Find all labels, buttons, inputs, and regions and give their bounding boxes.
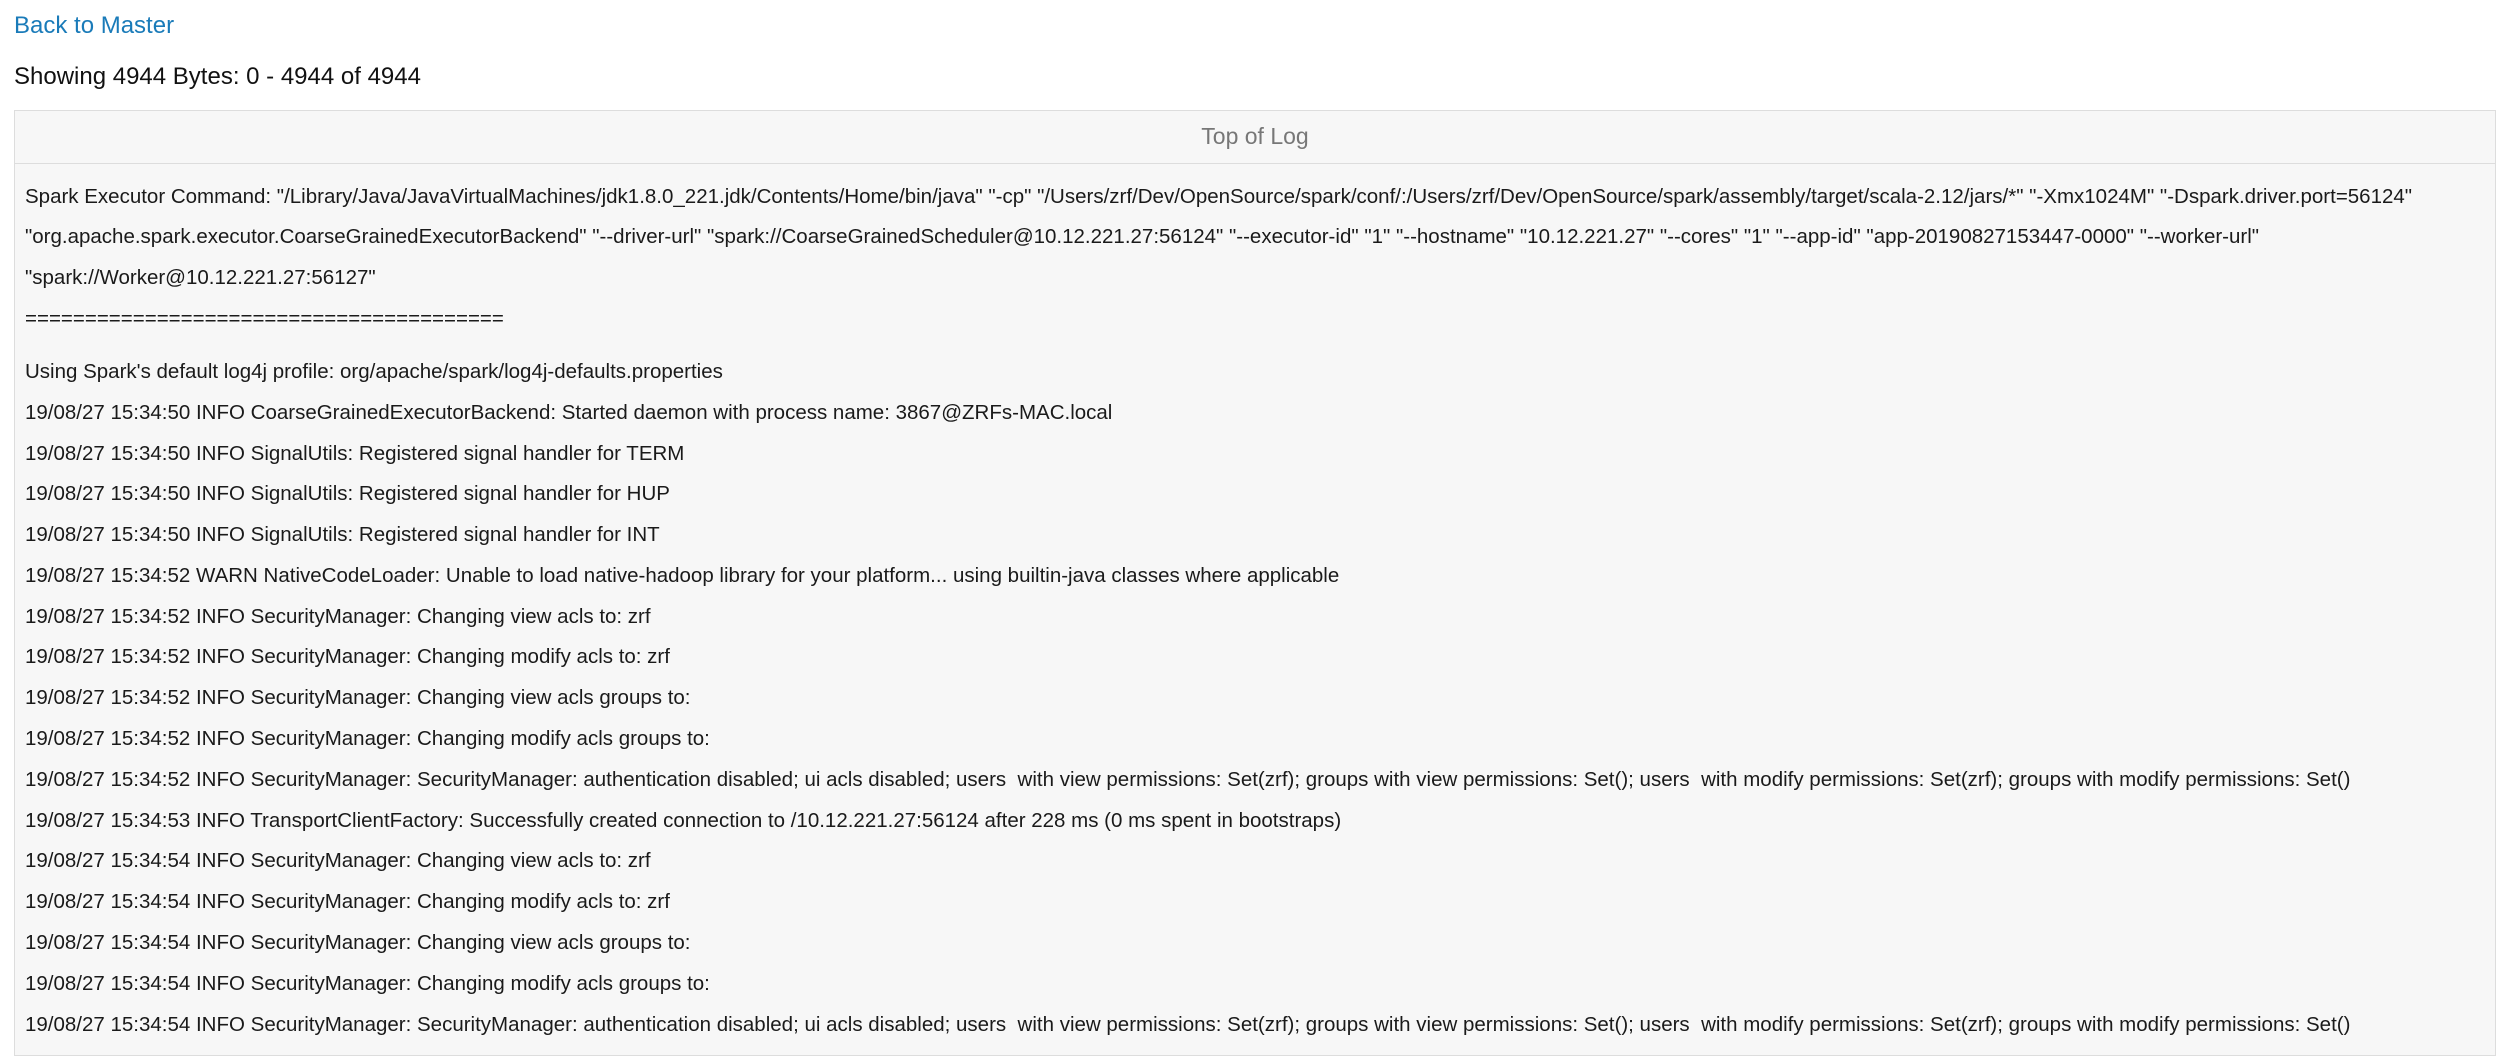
showing-bytes-status: Showing 4944 Bytes: 0 - 4944 of 4944	[14, 62, 421, 90]
log-line: Spark Executor Command: "/Library/Java/JavaVirtualMachines/jdk1.8.0_221.jdk/Contents/Home/bin/java" "-cp" "/Users/zrf/Dev/OpenSource/spark/conf/:/Users/zrf/Dev/OpenSource/spark/assembly/target/scala-2.12/jars/*" "-Xmx1024M" "-Dspark.driver.port=56124" "org.apache.spark.executor.CoarseGrainedExecutorBackend" "--driver-url" "spark://CoarseGrainedScheduler@10.12.221.27:56124" "--executor-id" "1" "--hostname" "10.12.221.27" "--cores" "1" "--app-id" "app-20190827153447-0000" "--worker-url" "spark://Worker@10.12.221.27:56127"	[25, 184, 2418, 290]
log-line: 19/08/27 15:34:52 WARN NativeCodeLoader: Unable to load native-hadoop library for your platform... using builtin-java classes where applicable	[25, 563, 1340, 587]
log-line: 19/08/27 15:34:53 INFO TransportClientFactory: Successfully created connection to /10.12.221.27:56124 after 228 ms (0 ms spent in bootstraps)	[25, 808, 1342, 832]
log-line: 19/08/27 15:34:54 INFO SecurityManager: SecurityManager: authentication disabled; ui acls disabled; users with view permissions: Set(zrf); groups with view permissions: Set(); users with modify permissions: Set(zrf); groups with modify permissions: Set()	[25, 1012, 2351, 1036]
log-line: 19/08/27 15:34:54 INFO SecurityManager: Changing modify acls groups to:	[25, 971, 710, 995]
log-line: 19/08/27 15:34:50 INFO SignalUtils: Registered signal handler for TERM	[25, 441, 685, 465]
log-line: 19/08/27 15:34:52 INFO SecurityManager: Changing view acls to: zrf	[25, 604, 651, 628]
log-line: 19/08/27 15:34:52 INFO SecurityManager: SecurityManager: authentication disabled; ui acls disabled; users with view permissions: Set(zrf); groups with view permissions: Set(); users with modify permissions: Set(zrf); groups with modify permissions: Set()	[25, 767, 2351, 791]
log-line: ========================================	[25, 306, 504, 330]
log-line-blank	[25, 340, 2485, 352]
back-to-master-link[interactable]: Back to Master	[14, 12, 175, 39]
log-line: 19/08/27 15:34:50 INFO CoarseGrainedExecutorBackend: Started daemon with process name: 3867@ZRFs-MAC.local	[25, 400, 1113, 424]
log-panel-header: Top of Log	[15, 111, 2495, 164]
log-line: 19/08/27 15:34:54 INFO SecurityManager: Changing modify acls to: zrf	[25, 890, 670, 914]
log-line: 19/08/27 15:34:52 INFO SecurityManager: Changing view acls groups to:	[25, 686, 691, 710]
log-line: 19/08/27 15:34:50 INFO SignalUtils: Registered signal handler for INT	[25, 523, 660, 547]
log-line: Using Spark's default log4j profile: org/apache/spark/log4j-defaults.properties	[25, 360, 723, 384]
log-line: 19/08/27 15:34:54 INFO SecurityManager: Changing view acls to: zrf	[25, 849, 651, 873]
log-line: 19/08/27 15:34:52 INFO SecurityManager: Changing modify acls to: zrf	[25, 645, 670, 669]
log-line: 19/08/27 15:34:54 INFO SecurityManager: Changing view acls groups to:	[25, 930, 691, 954]
log-panel	[14, 110, 2496, 1056]
log-content[interactable]	[15, 164, 2495, 1056]
log-line: 19/08/27 15:34:50 INFO SignalUtils: Registered signal handler for HUP	[25, 482, 670, 506]
log-line: 19/08/27 15:34:52 INFO SecurityManager: Changing modify acls groups to:	[25, 727, 710, 751]
